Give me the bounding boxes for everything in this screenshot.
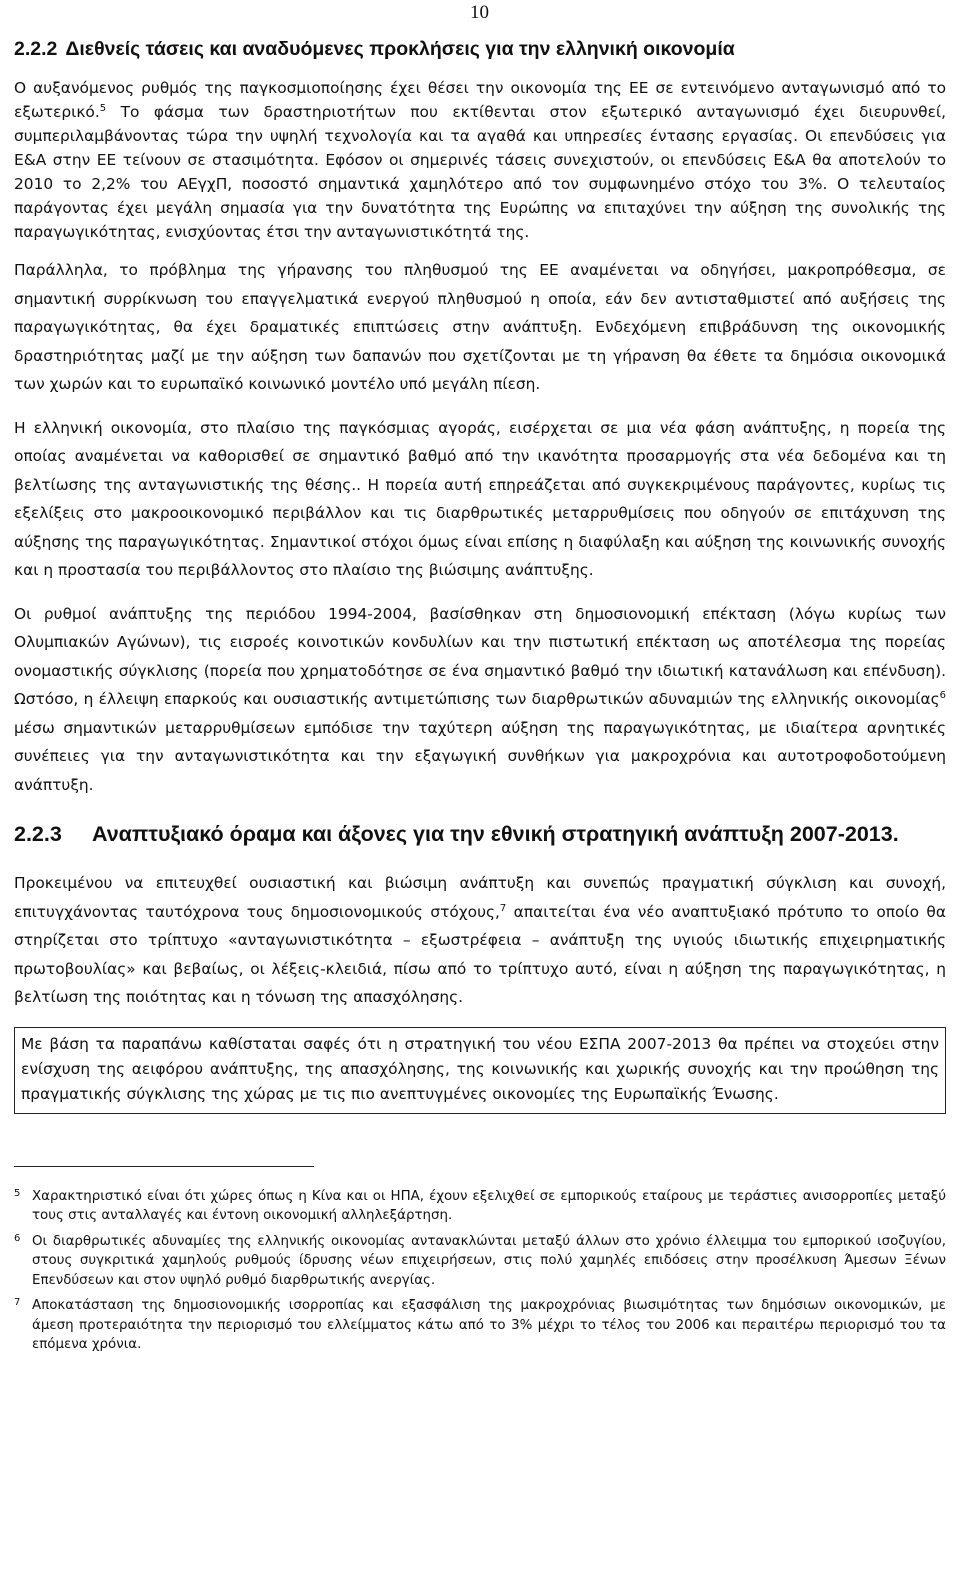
section-title: Αναπτυξιακό όραμα και άξονες για την εθνική στρατηγική ανάπτυξη 2007-2013. [92, 822, 899, 846]
paragraph-text: Προκειμένου να επιτευχθεί ουσιαστική και βιώσιμη ανάπτυξη και συνεπώς πραγματική σύγκλιση και συνοχή, επιτυγχάνοντας ταυτόχρονα τους δημοσιονομικούς στόχους, [14, 874, 946, 921]
footnote-7 [14, 1296, 946, 1355]
page-number: 10 [470, 2, 489, 23]
footnote-text: Αποκατάσταση της δημοσιονομικής ισορροπίας και εξασφάλιση της μακροχρόνιας βιωσιμότητας των δημόσιων οικονομικών, με άμεση προτεραιότητα την περιορισμό του ελλείμματος κάτω από το 3% μέχρι το τέλος του 2006 και περαιτέρω περιορισμό του τα επόμενα χρόνια. [32, 1298, 946, 1352]
footnote-ref-7[interactable]: 7 [499, 902, 507, 914]
footnote-ref-6[interactable]: 6 [939, 689, 946, 701]
paragraph-text: Ο αυξανόμενος ρυθμός της παγκοσμιοποίησης έχει θέσει την οικονομία της ΕΕ σε εντεινόμενο ανταγωνισμό από το εξωτερικό. [14, 79, 946, 121]
footnote-number: 5 [14, 1187, 21, 1199]
footnote-number: 6 [14, 1232, 21, 1244]
paragraph-text: απαιτείται ένα νέο αναπτυξιακό πρότυπο το οποίο θα στηρίζεται στο τρίπτυχο «ανταγωνιστικότητα – εξωστρέφεια – ανάπτυξη της υγιούς ιδιωτικής επιχειρηματικής πρωτοβουλίας» και βεβαίως, οι λέξεις-κλειδιά, πίσω από το τρίπτυχο αυτό, είναι η αύξηση της παραγωγικότητας, η βελτίωση της ποιότητας και η τόνωση της απασχόλησης. [14, 902, 946, 1006]
paragraph-text: Οι ρυθμοί ανάπτυξης της περιόδου 1994-2004, βασίσθηκαν στη δημοσιονομική επέκταση (λόγω κυρίως των Ολυμπιακών Αγώνων), τις εισροές κοινοτικών κονδυλίων και την πιστωτική επέκταση ως αποτέλεσμα της πορείας ονομαστικής σύγκλισης (πορεία που χρηματοδότησε σε ένα σημαντικό βαθμό την ιδιωτική κατανάλωση και επένδυση). Ωστόσο, η έλλειψη επαρκούς και ουσιαστικής αντιμετώπισης των διαρθρωτικών αδυναμιών της ελληνικής οικονομίας [14, 604, 946, 708]
footnote-ref-5[interactable]: 5 [99, 102, 107, 114]
paragraph-globalization [14, 76, 946, 244]
document-body [14, 36, 946, 1361]
section-heading-2-2-2 [14, 36, 946, 62]
footnote-number: 7 [14, 1297, 21, 1308]
paragraph-ageing: Παράλληλα, το πρόβλημα της γήρανσης του πληθυσμού της ΕΕ αναμένεται να οδηγήσει, μακροπρόθεσμα, σε σημαντική συρρίκνωση του επαγγελματικά ενεργού πληθυσμού η οποία, εάν δεν αντισταθμιστεί από αυξήσεις της παραγωγικότητας, θα έχει δραματικές επιπτώσεις στην ανάπτυξη. Ενδεχόμενη επιβράδυνση της οικονομικής δραστηριότητας μαζί με την αύξηση των δαπανών που σχετίζονται με τη γήρανση θα έθετε τα δημόσια οικονομικά των χωρών και το ευρωπαϊκό κοινωνικό μοντέλο υπό μεγάλη πίεση. [14, 261, 946, 393]
section-heading-2-2-3 [14, 819, 946, 849]
section-number: 2.2.2 [14, 38, 58, 60]
highlight-box [14, 1027, 946, 1114]
paragraph-text: Το φάσμα των δραστηριοτήτων που εκτίθενται στον εξωτερικό ανταγωνισμό έχει διευρυνθεί, συμπεριλαμβάνοντας τώρα την υψηλή τεχνολογία και τα αγαθά και υπηρεσίες έντασης εργασίας. Οι επενδύσεις για Ε&Α στην ΕΕ τείνουν σε στασιμότητα. Εφόσον οι σημερινές τάσεις συνεχιστούν, οι επενδύσεις Ε&Α θα αποτελούν το 2010 το 2,2% του ΑΕγχΠ, ποσοστό σημαντικά χαμηλότερο από τον συμφωνημένο στόχο του 3%. Ο τελευταίος παράγοντας έχει μεγάλη σημασία για την δυνατότητα της Ευρώπης να επιταχύνει την αύξηση της συνολικής της παραγωγικότητας, ενισχύοντας έτσι την ανταγωνιστικότητά της. [14, 103, 946, 241]
footnote-text: Χαρακτηριστικό είναι ότι χώρες όπως η Κίνα και οι ΗΠΑ, έχουν εξελιχθεί σε εμπορικούς εταίρους με τεράστιες ανισορροπίες μεταξύ τους στις ανταλλαγές και έντονη οικονομική αλληλεξάρτηση. [32, 1188, 946, 1223]
footnote-6 [14, 1232, 946, 1291]
paragraph-text: μέσω σημαντικών μεταρρυθμίσεων εμπόδισε την ταχύτερη αύξηση της παραγωγικότητας, με ιδιαίτερα αρνητικές συνέπειες για την ανταγωνιστικότητα και την εξαγωγική συνθήκων για μακροχρόνια και αυτοτροφοδοτούμενη ανάπτυξη. [14, 718, 946, 794]
section-title: Διεθνείς τάσεις και αναδυόμενες προκλήσεις για την ελληνική οικονομία [65, 38, 735, 60]
paragraph-greek-economy: Η ελληνική οικονομία, στο πλαίσιο της παγκόσμιας αγοράς, εισέρχεται σε μια νέα φάση ανάπτυξης, η πορεία της οποίας αναμένεται να καθορισθεί σε σημαντικό βαθμό από την ικανότητα προσαρμογής στα νέα δεδομένα και τη βελτίωσης της ανταγωνιστικής της θέσης.. Η πορεία αυτή επηρεάζεται από συγκεκριμένους παράγοντες, κυρίως τις εξελίξεις στο μακροοικονομικό περιβάλλον και τις διαρθρωτικές μεταρρυθμίσεις που οδηγούν σε επιτάχυνση της αύξησης της παραγωγικότητας. Σημαντικοί στόχοι όμως είναι επίσης η διαφύλαξη και αύξηση της κοινωνικής συνοχής και η προστασία του περιβάλλοντος στο πλαίσιο της βιώσιμης ανάπτυξης. [14, 418, 946, 579]
highlight-box-text: Με βάση τα παραπάνω καθίσταται σαφές ότι η στρατηγική του νέου ΕΣΠΑ 2007-2013 θα πρέπει να στοχεύει στην ενίσχυση της αειφόρου ανάπτυξης, της απασχόλησης, της κοινωνικής και χωρικής συνοχής και την προώθηση της πραγματικής σύγκλισης της χώρας με τις πιο ανεπτυγμένες οικονομίες της Ευρωπαϊκής Ένωσης. [21, 1034, 939, 1103]
footnote-text: Οι διαρθρωτικές αδυναμίες της ελληνικής οικονομίας αντανακλώνται μεταξύ άλλων στο χρόνιο έλλειμμα του εμπορικού ισοζυγίου, στους συγκριτικά χαμηλούς ρυθμούς ίδρυσης νέων επιχειρήσεων, στις πολύ χαμηλές επιδόσεις στην προσέλκυση Άμεσων Ξένων Επενδύσεων και στον υψηλό ρυθμό διαρθρωτικής ανεργίας. [32, 1233, 946, 1288]
section-number: 2.2.3 [14, 822, 62, 846]
paragraph-development-vision [14, 869, 946, 1012]
footnote-separator [14, 1166, 314, 1167]
paragraph-growth-rates [14, 600, 946, 800]
footnote-5 [14, 1187, 946, 1226]
